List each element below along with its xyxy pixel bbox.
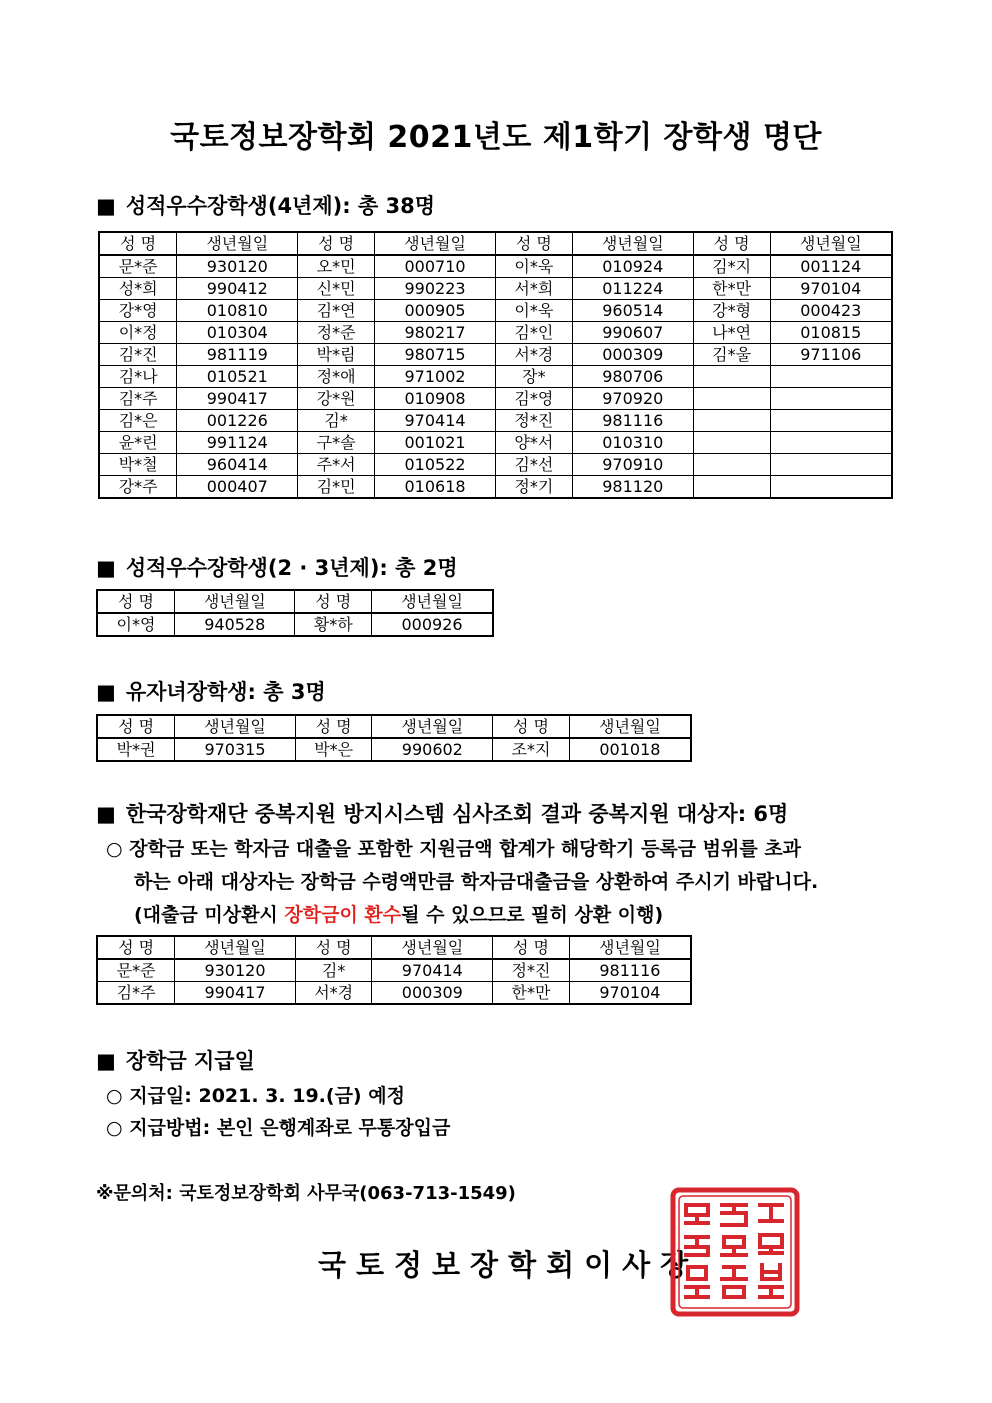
student-name-cell: 이*정	[99, 322, 177, 344]
birthdate-cell: 010908	[375, 388, 496, 410]
student-name-cell: 이*욱	[495, 255, 572, 278]
student-name-cell: 서*경	[295, 982, 372, 1005]
name-column-header: 성 명	[295, 936, 372, 959]
square-bullet-icon: ■	[96, 680, 116, 704]
birthdate-cell: 990607	[572, 322, 693, 344]
name-column-header: 성 명	[693, 232, 770, 255]
birthdate-cell: 010810	[177, 300, 298, 322]
birthdate-cell: 970104	[569, 982, 691, 1005]
birthdate-column-header: 생년월일	[175, 715, 296, 738]
payment-date-item: ○ 지급일: 2021. 3. 19.(금) 예정	[106, 1085, 405, 1107]
table-row	[99, 344, 892, 366]
birthdate-cell: 990417	[177, 388, 298, 410]
children-scholarship-table	[96, 714, 692, 762]
birthdate-cell	[770, 366, 892, 388]
name-column-header: 성 명	[99, 232, 177, 255]
birthdate-cell: 010924	[572, 255, 693, 278]
table-row	[99, 300, 892, 322]
square-bullet-icon: ■	[96, 194, 116, 218]
student-name-cell: 주*서	[298, 454, 375, 476]
student-name-cell: 강*원	[298, 388, 375, 410]
birthdate-cell: 001226	[177, 410, 298, 432]
student-name-cell: 김*영	[495, 388, 572, 410]
birthdate-cell: 981116	[569, 959, 691, 982]
birthdate-cell: 010310	[572, 432, 693, 454]
student-name-cell: 신*민	[298, 278, 375, 300]
student-name-cell	[693, 432, 770, 454]
table-header-row	[97, 590, 493, 613]
student-name-cell: 김*주	[99, 388, 177, 410]
student-name-cell: 강*영	[99, 300, 177, 322]
birthdate-cell: 000905	[375, 300, 496, 322]
student-name-cell: 황*하	[295, 613, 372, 636]
student-name-cell: 문*준	[99, 255, 177, 278]
square-bullet-icon: ■	[96, 802, 116, 826]
student-name-cell: 양*서	[495, 432, 572, 454]
student-name-cell: 윤*린	[99, 432, 177, 454]
page-title: 국토정보장학회 2021년도 제1학기 장학생 명단	[170, 120, 822, 155]
birthdate-cell: 990602	[372, 738, 493, 761]
square-bullet-icon: ■	[96, 1049, 116, 1073]
birthdate-cell: 930120	[175, 959, 296, 982]
section-heading-duplicate-support: ■ 한국장학재단 중복지원 방지시스템 심사조회 결과 중복지원 대상자: 6명	[96, 802, 789, 826]
student-name-cell: 김*진	[99, 344, 177, 366]
table-row	[99, 278, 892, 300]
name-column-header: 성 명	[97, 590, 175, 613]
student-name-cell: 정*기	[495, 476, 572, 499]
refund-warning: 장학금이 환수	[284, 904, 402, 926]
name-column-header: 성 명	[298, 232, 375, 255]
table-row	[99, 410, 892, 432]
birthdate-cell: 980217	[375, 322, 496, 344]
student-name-cell: 박*림	[298, 344, 375, 366]
birthdate-cell: 000926	[372, 613, 493, 636]
student-name-cell: 성*희	[99, 278, 177, 300]
birthdate-cell: 940528	[175, 613, 295, 636]
table-header-row	[99, 232, 892, 255]
student-name-cell: 정*준	[298, 322, 375, 344]
birthdate-column-header: 생년월일	[569, 936, 691, 959]
student-name-cell: 박*권	[97, 738, 175, 761]
birthdate-cell: 970920	[572, 388, 693, 410]
student-name-cell	[693, 388, 770, 410]
name-column-header: 성 명	[493, 936, 570, 959]
birthdate-cell: 000407	[177, 476, 298, 499]
student-name-cell: 오*민	[298, 255, 375, 278]
student-name-cell: 박*철	[99, 454, 177, 476]
birthdate-cell: 000309	[372, 982, 493, 1005]
student-name-cell	[693, 476, 770, 499]
duplicate-support-table	[96, 935, 692, 1005]
birthdate-cell: 011224	[572, 278, 693, 300]
student-name-cell: 박*은	[295, 738, 372, 761]
birthdate-cell: 930120	[177, 255, 298, 278]
student-name-cell: 한*만	[693, 278, 770, 300]
table-row	[97, 738, 691, 761]
name-column-header: 성 명	[495, 232, 572, 255]
birthdate-cell: 971106	[770, 344, 892, 366]
section-heading-payment-date: ■ 장학금 지급일	[96, 1049, 255, 1073]
birthdate-column-header: 생년월일	[569, 715, 691, 738]
table-header-row	[97, 936, 691, 959]
birthdate-cell: 991124	[177, 432, 298, 454]
inquiry-contact: ※문의처: 국토정보장학회 사무국(063-713-1549)	[96, 1183, 516, 1204]
birthdate-cell: 981120	[572, 476, 693, 499]
merit-2-3yr-table	[96, 589, 494, 637]
merit-4yr-table	[98, 231, 893, 499]
student-name-cell: 김*	[295, 959, 372, 982]
birthdate-cell: 010521	[177, 366, 298, 388]
birthdate-cell: 970910	[572, 454, 693, 476]
student-name-cell	[693, 410, 770, 432]
birthdate-cell: 990223	[375, 278, 496, 300]
student-name-cell: 구*솔	[298, 432, 375, 454]
birthdate-column-header: 생년월일	[372, 936, 493, 959]
birthdate-cell: 010815	[770, 322, 892, 344]
birthdate-column-header: 생년월일	[177, 232, 298, 255]
student-name-cell: 김*인	[495, 322, 572, 344]
section-heading-merit-4yr: ■ 성적우수장학생(4년제): 총 38명	[96, 194, 436, 218]
student-name-cell: 정*애	[298, 366, 375, 388]
birthdate-cell: 010304	[177, 322, 298, 344]
student-name-cell: 서*희	[495, 278, 572, 300]
official-seal-icon	[670, 1187, 800, 1317]
birthdate-cell: 000710	[375, 255, 496, 278]
student-name-cell: 김*선	[495, 454, 572, 476]
student-name-cell: 김*지	[693, 255, 770, 278]
table-row	[99, 255, 892, 278]
birthdate-cell: 960414	[177, 454, 298, 476]
birthdate-cell: 010522	[375, 454, 496, 476]
student-name-cell: 서*경	[495, 344, 572, 366]
birthdate-cell: 971002	[375, 366, 496, 388]
name-column-header: 성 명	[295, 590, 372, 613]
birthdate-cell: 981116	[572, 410, 693, 432]
student-name-cell: 김*연	[298, 300, 375, 322]
student-name-cell: 정*진	[493, 959, 570, 982]
notice-line-3: (대출금 미상환시 장학금이 환수될 수 있으므로 필히 상환 이행)	[134, 904, 664, 926]
signature-line: 국토정보장학회이사장	[318, 1248, 699, 1282]
student-name-cell: 정*진	[495, 410, 572, 432]
section-heading-children: ■ 유자녀장학생: 총 3명	[96, 680, 326, 704]
birthdate-cell: 001124	[770, 255, 892, 278]
birthdate-cell: 980715	[375, 344, 496, 366]
student-name-cell: 김*나	[99, 366, 177, 388]
square-bullet-icon: ■	[96, 556, 116, 580]
student-name-cell: 김*민	[298, 476, 375, 499]
birthdate-column-header: 생년월일	[770, 232, 892, 255]
birthdate-cell	[770, 454, 892, 476]
student-name-cell: 문*준	[97, 959, 175, 982]
birthdate-cell: 000309	[572, 344, 693, 366]
birthdate-cell: 990417	[175, 982, 296, 1005]
birthdate-cell	[770, 432, 892, 454]
table-row	[97, 613, 493, 636]
name-column-header: 성 명	[97, 715, 175, 738]
student-name-cell: 이*욱	[495, 300, 572, 322]
birthdate-cell: 970104	[770, 278, 892, 300]
birthdate-cell	[770, 388, 892, 410]
table-row	[99, 476, 892, 499]
birthdate-column-header: 생년월일	[375, 232, 496, 255]
notice-line-2: 하는 아래 대상자는 장학금 수령액만큼 학자금대출금을 상환하여 주시기 바랍니다.	[134, 871, 819, 893]
student-name-cell: 김*울	[693, 344, 770, 366]
student-name-cell: 나*연	[693, 322, 770, 344]
birthdate-column-header: 생년월일	[372, 590, 493, 613]
birthdate-cell	[770, 410, 892, 432]
birthdate-cell: 001018	[569, 738, 691, 761]
birthdate-cell: 981119	[177, 344, 298, 366]
student-name-cell: 조*지	[493, 738, 570, 761]
birthdate-cell: 001021	[375, 432, 496, 454]
table-row	[99, 432, 892, 454]
birthdate-cell: 000423	[770, 300, 892, 322]
student-name-cell: 김*주	[97, 982, 175, 1005]
student-name-cell: 강*주	[99, 476, 177, 499]
student-name-cell: 한*만	[493, 982, 570, 1005]
student-name-cell: 김*은	[99, 410, 177, 432]
table-row	[99, 322, 892, 344]
birthdate-column-header: 생년월일	[572, 232, 693, 255]
birthdate-cell: 010618	[375, 476, 496, 499]
student-name-cell	[693, 454, 770, 476]
name-column-header: 성 명	[97, 936, 175, 959]
birthdate-cell	[770, 476, 892, 499]
name-column-header: 성 명	[295, 715, 372, 738]
student-name-cell: 강*형	[693, 300, 770, 322]
birthdate-cell: 990412	[177, 278, 298, 300]
birthdate-column-header: 생년월일	[372, 715, 493, 738]
payment-method-item: ○ 지급방법: 본인 은행계좌로 무통장입금	[106, 1117, 451, 1139]
student-name-cell: 김*	[298, 410, 375, 432]
birthdate-column-header: 생년월일	[175, 936, 296, 959]
table-row	[97, 982, 691, 1005]
notice-line-1: ○ 장학금 또는 학자금 대출을 포함한 지원금액 합계가 해당학기 등록금 범위를 초과	[106, 838, 802, 860]
student-name-cell: 이*영	[97, 613, 175, 636]
table-row	[97, 959, 691, 982]
birthdate-cell: 970315	[175, 738, 296, 761]
section-heading-merit-2-3yr: ■ 성적우수장학생(2 · 3년제): 총 2명	[96, 556, 458, 580]
student-name-cell: 장*	[495, 366, 572, 388]
student-name-cell	[693, 366, 770, 388]
table-row	[99, 388, 892, 410]
table-header-row	[97, 715, 691, 738]
name-column-header: 성 명	[493, 715, 570, 738]
table-row	[99, 366, 892, 388]
birthdate-cell: 970414	[372, 959, 493, 982]
table-row	[99, 454, 892, 476]
birthdate-cell: 980706	[572, 366, 693, 388]
birthdate-column-header: 생년월일	[175, 590, 295, 613]
birthdate-cell: 960514	[572, 300, 693, 322]
birthdate-cell: 970414	[375, 410, 496, 432]
